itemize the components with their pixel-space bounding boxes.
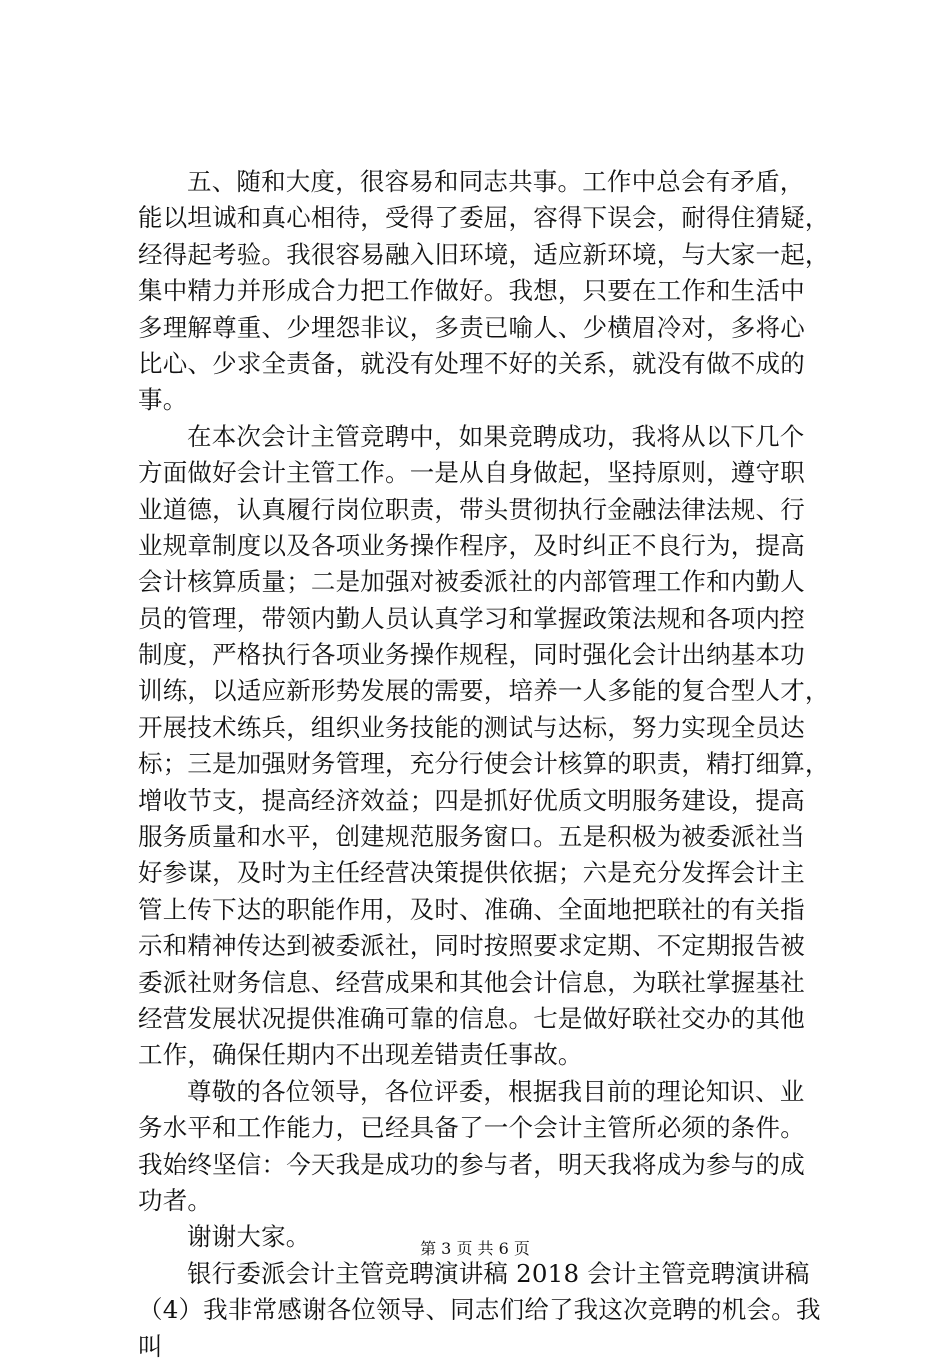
text-line: 委派社财务信息、经营成果和其他会计信息，为联社掌握基社 (138, 967, 805, 997)
text-line: 增收节支，提高经济效益；四是抓好优质文明服务建设，提高 (138, 785, 805, 815)
document-body (138, 164, 838, 1365)
text-line: 我始终坚信：今天我是成功的参与者，明天我将成为参与的成 (138, 1149, 805, 1179)
text-line: 工作，确保任期内不出现差错责任事故。 (138, 1040, 583, 1070)
text-line: 功者。 (138, 1185, 213, 1215)
text-line: 员的管理，带领内勤人员认真学习和掌握政策法规和各项内控 (138, 603, 805, 633)
text-line: 在本次会计主管竞聘中，如果竞聘成功，我将从以下几个 (187, 421, 805, 451)
text-line: 业规章制度以及各项业务操作程序，及时纠正不良行为，提高 (138, 530, 805, 560)
text-line: 经营发展状况提供准确可靠的信息。七是做好联社交办的其他 (138, 1003, 805, 1033)
text-line: 经得起考验。我很容易融入旧环境，适应新环境，与大家一起， (138, 239, 830, 269)
text-line: 开展技术练兵，组织业务技能的测试与达标，努力实现全员达 (138, 712, 805, 742)
text-line: 尊敬的各位领导，各位评委，根据我目前的理论知识、业 (187, 1076, 805, 1106)
text-line: 服务质量和水平，创建规范服务窗口。五是积极为被委派社当 (138, 822, 805, 852)
text-line: 能以坦诚和真心相待，受得了委屈，容得下误会，耐得住猜疑， (138, 203, 830, 233)
text-line: 叫 (138, 1331, 163, 1361)
text-line: 训练，以适应新形势发展的需要，培养一人多能的复合型人才， (138, 676, 830, 706)
text-line: 好参谋，及时为主任经营决策提供依据；六是充分发挥会计主 (138, 858, 805, 888)
text-line: 示和精神传达到被委派社，同时按照要求定期、不定期报告被 (138, 931, 805, 961)
text-line: 制度，严格执行各项业务操作规程，同时强化会计出纳基本功 (138, 640, 805, 670)
text-line: 务水平和工作能力，已经具备了一个会计主管所必须的条件。 (138, 1113, 805, 1143)
text-line: 标；三是加强财务管理，充分行使会计核算的职责，精打细算， (138, 749, 830, 779)
text-line: 多理解尊重、少埋怨非议，多责已喻人、少横眉冷对，多将心 (138, 312, 805, 342)
page-footer: 第 3 页 共 6 页 (420, 1239, 530, 1258)
text-line: 事。 (138, 385, 188, 415)
text-line: 方面做好会计主管工作。一是从自身做起，坚持原则，遵守职 (138, 458, 805, 488)
text-line: 谢谢大家。 (187, 1222, 311, 1252)
text-line: 银行委派会计主管竞聘演讲稿 2018 会计主管竞聘演讲稿 (187, 1258, 810, 1288)
text-line: 五、随和大度，很容易和同志共事。工作中总会有矛盾， (187, 167, 805, 196)
text-line: 会计核算质量；二是加强对被委派社的内部管理工作和内勤人 (138, 567, 805, 597)
text-line: （4）我非常感谢各位领导、同志们给了我这次竞聘的机会。我 (138, 1295, 821, 1325)
text-line: 管上传下达的职能作用，及时、准确、全面地把联社的有关指 (138, 894, 805, 924)
text-line: 业道德，认真履行岗位职责，带头贯彻执行金融法律法规、行 (138, 494, 805, 524)
text-line: 集中精力并形成合力把工作做好。我想，只要在工作和生活中 (138, 276, 805, 306)
text-line: 比心、少求全责备，就没有处理不好的关系，就没有做不成的 (138, 348, 805, 378)
